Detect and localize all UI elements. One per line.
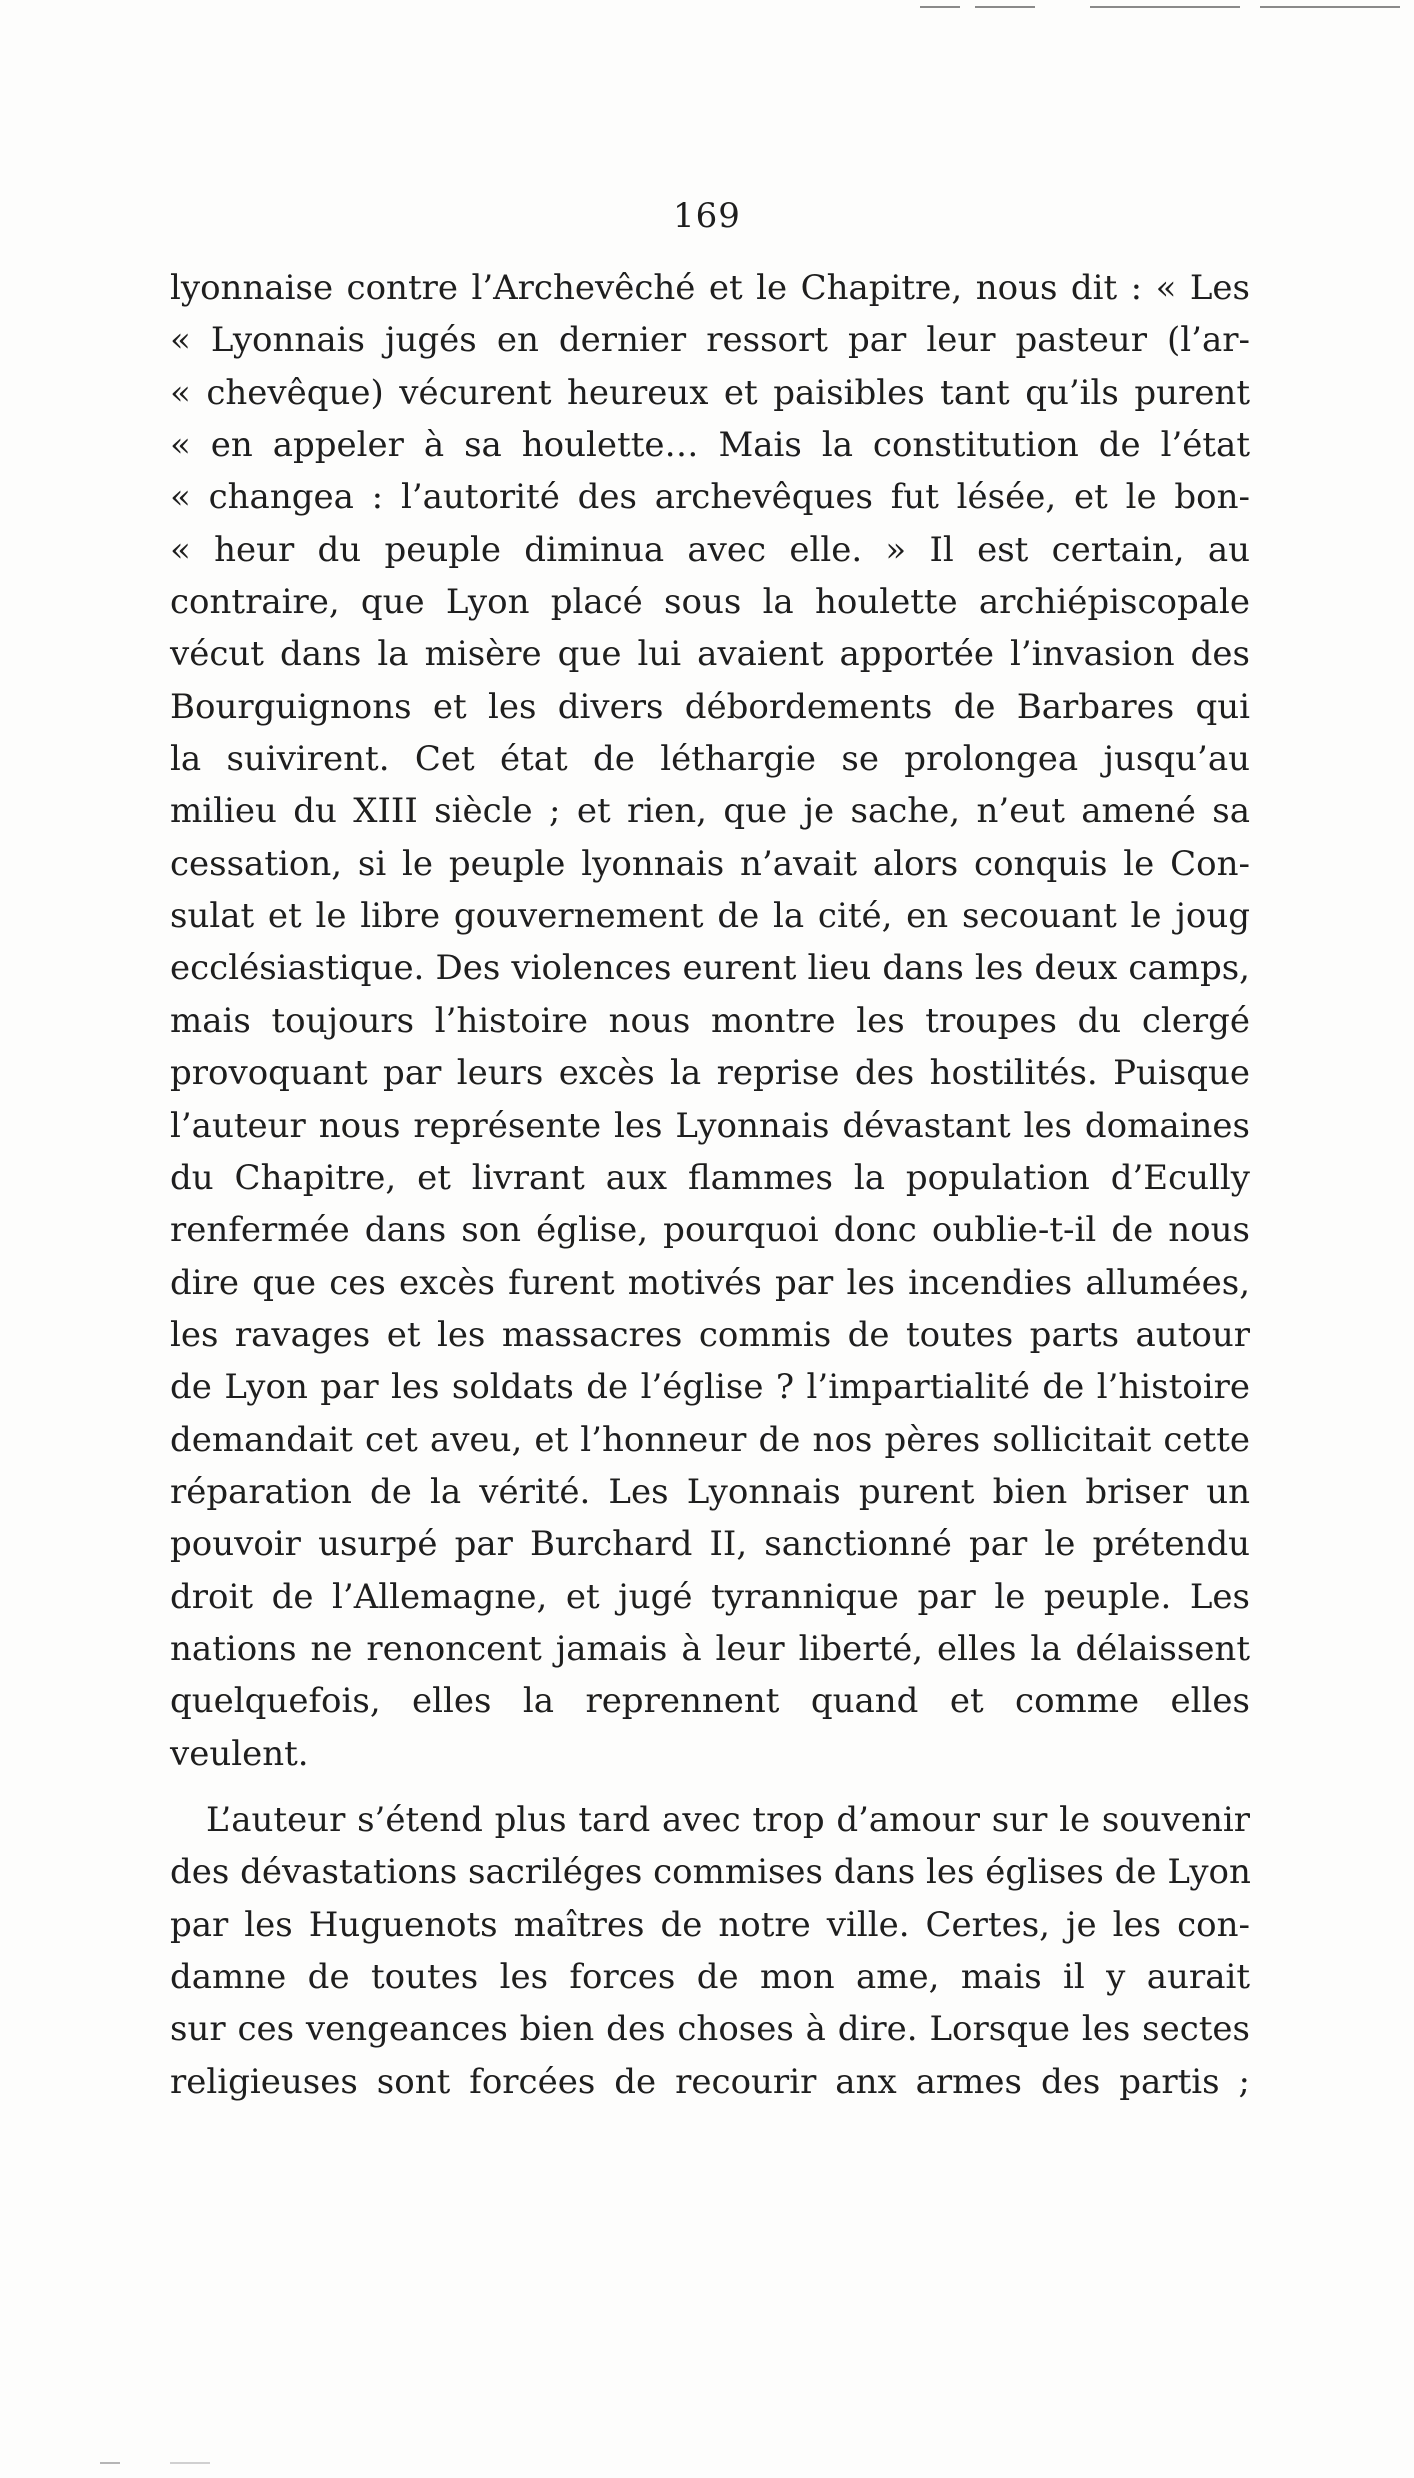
- top-edge-mark: [1260, 6, 1400, 8]
- paragraph-gap: [170, 1780, 1250, 1794]
- text-line: sulat et le libre gouvernement de la cité, en secouant le joug: [170, 896, 1250, 937]
- text-line: veulent.: [170, 1733, 309, 1774]
- text-line: « Lyonnais jugés en dernier ressort par leur pasteur (l’ar-: [170, 320, 1250, 361]
- text-line: l’auteur nous représente les Lyonnais dévastant les domaines: [170, 1105, 1250, 1146]
- text-line: religieuses sont forcées de recourir anx armes des partis ;: [170, 2061, 1250, 2102]
- text-line: « en appeler à sa houlette… Mais la constitution de l’état: [170, 425, 1250, 466]
- text-line: quelquefois, elles la reprennent quand et comme elles: [170, 1681, 1250, 1722]
- text-line: « chevêque) vécurent heureux et paisibles tant qu’ils purent: [170, 372, 1250, 413]
- text-line: des dévastations sacriléges commises dans les églises de Lyon: [170, 1852, 1251, 1893]
- text-line: les ravages et les massacres commis de toutes parts autour: [170, 1314, 1250, 1355]
- text-line: pouvoir usurpé par Burchard II, sanctionné par le prétendu: [170, 1524, 1250, 1565]
- text-line: L’auteur s’étend plus tard avec trop d’amour sur le souvenir: [206, 1799, 1250, 1840]
- text-line: « heur du peuple diminua avec elle. » Il est certain, au: [170, 529, 1250, 570]
- page-number: 169: [673, 196, 741, 236]
- text-line: demandait cet aveu, et l’honneur de nos pères sollicitait cette: [170, 1419, 1250, 1460]
- paragraph: [170, 1794, 1250, 2108]
- text-line: du Chapitre, et livrant aux flammes la population d’Ecully: [170, 1157, 1250, 1198]
- text-line: la suivirent. Cet état de léthargie se prolongea jusqu’au: [170, 739, 1250, 780]
- text-line: de Lyon par les soldats de l’église ? l’impartialité de l’histoire: [170, 1367, 1250, 1408]
- top-edge-mark: [920, 6, 960, 8]
- text-line: renfermée dans son église, pourquoi donc oublie-t-il de nous: [170, 1210, 1250, 1251]
- text-line: droit de l’Allemagne, et jugé tyrannique par le peuple. Les: [170, 1576, 1250, 1617]
- text-line: dire que ces excès furent motivés par les incendies allumées,: [170, 1262, 1250, 1303]
- text-line: lyonnaise contre l’Archevêché et le Chapitre, nous dit : « Les: [170, 268, 1250, 308]
- text-line: Bourguignons et les divers débordements de Barbares qui: [170, 686, 1250, 727]
- top-edge-mark: [1090, 6, 1240, 8]
- text-line: mais toujours l’histoire nous montre les troupes du clergé: [170, 1000, 1250, 1041]
- text-line: provoquant par leurs excès la reprise des hostilités. Puisque: [170, 1053, 1250, 1094]
- text-line: milieu du XIII siècle ; et rien, que je sache, n’eut amené sa: [170, 791, 1250, 832]
- paragraph: [170, 262, 1250, 1780]
- text-line: sur ces vengeances bien des choses à dire. Lorsque les sectes: [170, 2009, 1250, 2050]
- text-line: nations ne renoncent jamais à leur liberté, elles la délaissent: [170, 1628, 1250, 1669]
- top-edge-mark: [975, 6, 1035, 8]
- margin-mark: [170, 2462, 210, 2464]
- margin-mark: [100, 2462, 120, 2464]
- text-line: ecclésiastique. Des violences eurent lieu dans les deux camps,: [170, 948, 1250, 989]
- text-line: cessation, si le peuple lyonnais n’avait alors conquis le Con-: [170, 843, 1250, 884]
- text-line: réparation de la vérité. Les Lyonnais purent bien briser un: [170, 1471, 1250, 1512]
- text-line: « changea : l’autorité des archevêques fut lésée, et le bon-: [170, 477, 1250, 518]
- text-line: contraire, que Lyon placé sous la houlette archiépiscopale: [170, 582, 1250, 623]
- body-text: [170, 262, 1250, 2108]
- text-line: vécut dans la misère que lui avaient apportée l’invasion des: [170, 634, 1250, 675]
- text-line: damne de toutes les forces de mon ame, mais il y aurait: [170, 1957, 1250, 1997]
- text-line: par les Huguenots maîtres de notre ville. Certes, je les con-: [170, 1904, 1250, 1945]
